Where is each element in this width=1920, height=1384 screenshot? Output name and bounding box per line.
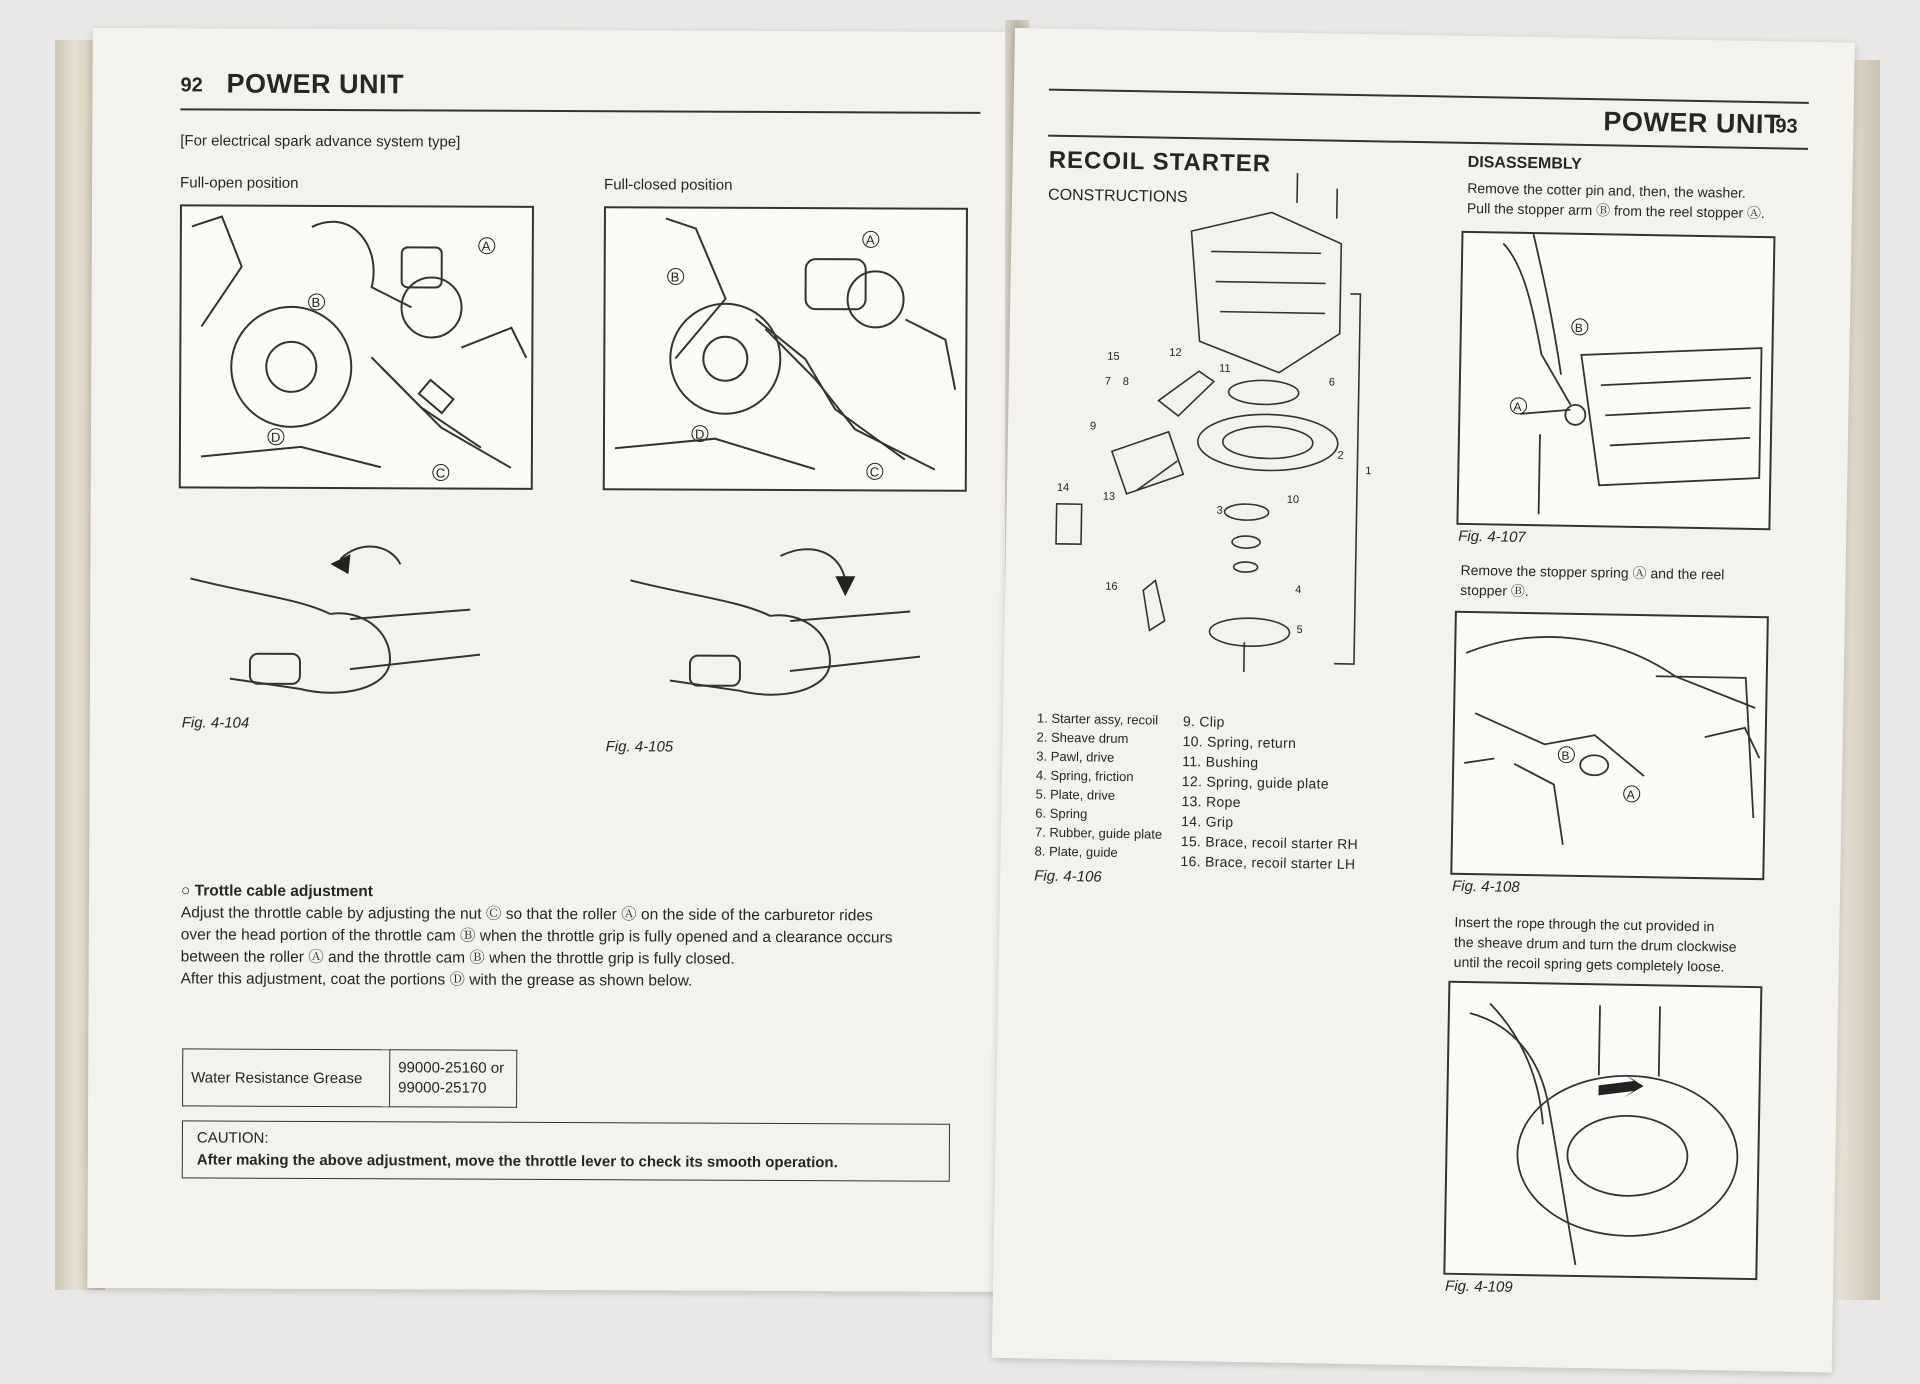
diagram-label: 5	[1296, 624, 1303, 637]
parts-list-item: 12. Spring, guide plate	[1181, 773, 1330, 792]
left-page	[87, 28, 1022, 1292]
parts-list-item: 1. Starter assy, recoil	[1036, 710, 1159, 728]
hand-closed-throttle-illustration	[630, 540, 931, 711]
stopper-arm-photo	[1456, 231, 1775, 530]
disassembly-text	[1467, 178, 1788, 224]
page-header-title-right: POWER UNIT	[1603, 106, 1782, 140]
parts-list-item: 11. Bushing	[1182, 753, 1259, 771]
sheave-drum-photo	[1443, 981, 1762, 1280]
callout-b-photo: B	[1574, 320, 1583, 335]
parts-list-item: 8. Plate, guide	[1034, 843, 1118, 860]
fig-4-106: Fig. 4-106	[1034, 867, 1102, 886]
carburetor-open-illustration	[179, 204, 534, 490]
parts-list-item: 6. Spring	[1035, 805, 1088, 822]
rope-line-3: until the recoil spring gets completely loose.	[1453, 953, 1725, 975]
diagram-label: 2	[1337, 449, 1344, 462]
diagram-label: 11	[1218, 362, 1231, 375]
callout-c-2: C	[869, 464, 880, 480]
rope-text	[1454, 912, 1765, 977]
parts-list-item: 3. Pawl, drive	[1036, 748, 1115, 765]
parts-list-item: 2. Sheave drum	[1036, 729, 1129, 747]
throttle-adjustment-section	[181, 880, 981, 993]
disassembly-line-1: Remove the cotter pin and, then, the washer.	[1467, 179, 1747, 201]
system-note: [For electrical spark advance system type]	[180, 132, 461, 151]
paragraph-line: Adjust the throttle cable by adjusting the nut Ⓒ so that the roller Ⓐ on the side of the carburetor rides	[180, 904, 873, 925]
fig-4-107: Fig. 4-107	[1458, 527, 1526, 546]
callout-d-2: D	[694, 426, 705, 442]
callout-a-photo: A	[1513, 399, 1522, 414]
caution-box	[182, 1120, 950, 1181]
page-number-right: 93	[1775, 115, 1798, 138]
rope-line-1: Insert the rope through the cut provided in	[1454, 913, 1715, 935]
full-open-label: Full-open position	[180, 174, 299, 192]
parts-list-item: 10. Spring, return	[1182, 733, 1297, 752]
reel-stopper-photo	[1450, 611, 1769, 880]
fig-4-109: Fig. 4-109	[1444, 1277, 1513, 1296]
paragraph-line: between the roller Ⓐ and the throttle cam Ⓑ when the throttle grip is fully closed.	[180, 948, 735, 968]
parts-list-item: 15. Brace, recoil starter RH	[1180, 833, 1359, 853]
diagram-label: 13	[1102, 490, 1116, 503]
diagram-label: 10	[1286, 493, 1300, 507]
parts-list-item: 16. Brace, recoil starter LH	[1180, 853, 1356, 873]
recoil-starter-exploded-diagram	[1034, 169, 1383, 675]
diagram-label: 6	[1328, 376, 1336, 389]
parts-list-item: 7. Rubber, guide plate	[1034, 824, 1163, 842]
diagram-label: 15	[1107, 350, 1120, 363]
paragraph-line: After this adjustment, coat the portions Ⓓ with the grease as shown below.	[180, 970, 693, 990]
page-header-title: POWER UNIT	[226, 68, 405, 100]
diagram-label: 4	[1295, 583, 1302, 597]
paragraph-line: over the head portion of the throttle cam Ⓑ when the throttle grip is fully opened and a clearance occurs	[180, 926, 893, 947]
carburetor-closed-illustration	[603, 206, 968, 492]
diagram-label: 14	[1056, 481, 1070, 495]
right-page	[992, 28, 1855, 1372]
header-rule	[180, 108, 980, 113]
parts-list-right	[1180, 711, 1360, 874]
caution-text: After making the above adjustment, move the throttle lever to check its smooth operation.	[196, 1151, 838, 1172]
subsection-title: CONSTRUCTIONS	[1047, 186, 1188, 207]
callout-c: C	[435, 465, 446, 481]
full-closed-label: Full-closed position	[604, 176, 733, 194]
stopper-spring-text	[1460, 560, 1761, 605]
page-number: 92	[180, 74, 203, 97]
diagram-label: 9	[1089, 420, 1097, 433]
parts-list-item: 9. Clip	[1182, 713, 1225, 730]
parts-list-item: 14. Grip	[1181, 813, 1234, 830]
parts-list-item: 5. Plate, drive	[1035, 786, 1116, 803]
diagram-label: 7	[1104, 375, 1112, 388]
fig-4-108: Fig. 4-108	[1451, 877, 1520, 896]
grease-table	[182, 1048, 517, 1107]
header-rule-right	[1049, 89, 1809, 104]
callout-b: B	[311, 294, 321, 310]
grease-name: Water Resistance Grease	[183, 1049, 390, 1107]
section-heading: ○ Trottle cable adjustment	[180, 882, 373, 901]
callout-a-photo-2: A	[1626, 787, 1635, 802]
diagram-label: 3	[1216, 504, 1223, 517]
callout-a-2: A	[865, 232, 875, 248]
callout-b-photo-2: B	[1561, 748, 1570, 763]
caution-title: CAUTION:	[196, 1129, 269, 1147]
grease-part-number-1: 99000-25160 or	[398, 1059, 505, 1077]
disassembly-line-2: Pull the stopper arm Ⓑ from the reel stopper Ⓐ.	[1466, 199, 1766, 222]
rope-line-2: the sheave drum and turn the drum clockwise	[1453, 933, 1737, 955]
callout-a: A	[481, 238, 491, 254]
disassembly-heading: DISASSEMBLY	[1467, 153, 1582, 173]
diagram-label: 12	[1169, 346, 1182, 359]
diagram-label: 1	[1365, 465, 1372, 478]
parts-list-left	[1034, 708, 1164, 887]
section-title: RECOIL STARTER	[1048, 146, 1272, 178]
fig-4-104: Fig. 4-104	[181, 714, 250, 732]
parts-list-item: 13. Rope	[1181, 793, 1241, 811]
stopper-line-2: stopper Ⓑ.	[1460, 581, 1529, 600]
callout-d: D	[270, 429, 281, 445]
stopper-line-1: Remove the stopper spring Ⓐ and the reel	[1460, 561, 1725, 583]
grease-part-number-2: 99000-25170	[398, 1079, 487, 1097]
fig-4-105: Fig. 4-105	[605, 738, 674, 756]
hand-open-throttle-illustration	[190, 538, 491, 709]
diagram-label: 16	[1105, 580, 1118, 593]
diagram-label: 8	[1122, 375, 1130, 389]
parts-list-item: 4. Spring, friction	[1035, 767, 1134, 785]
callout-b-2: B	[670, 269, 680, 285]
